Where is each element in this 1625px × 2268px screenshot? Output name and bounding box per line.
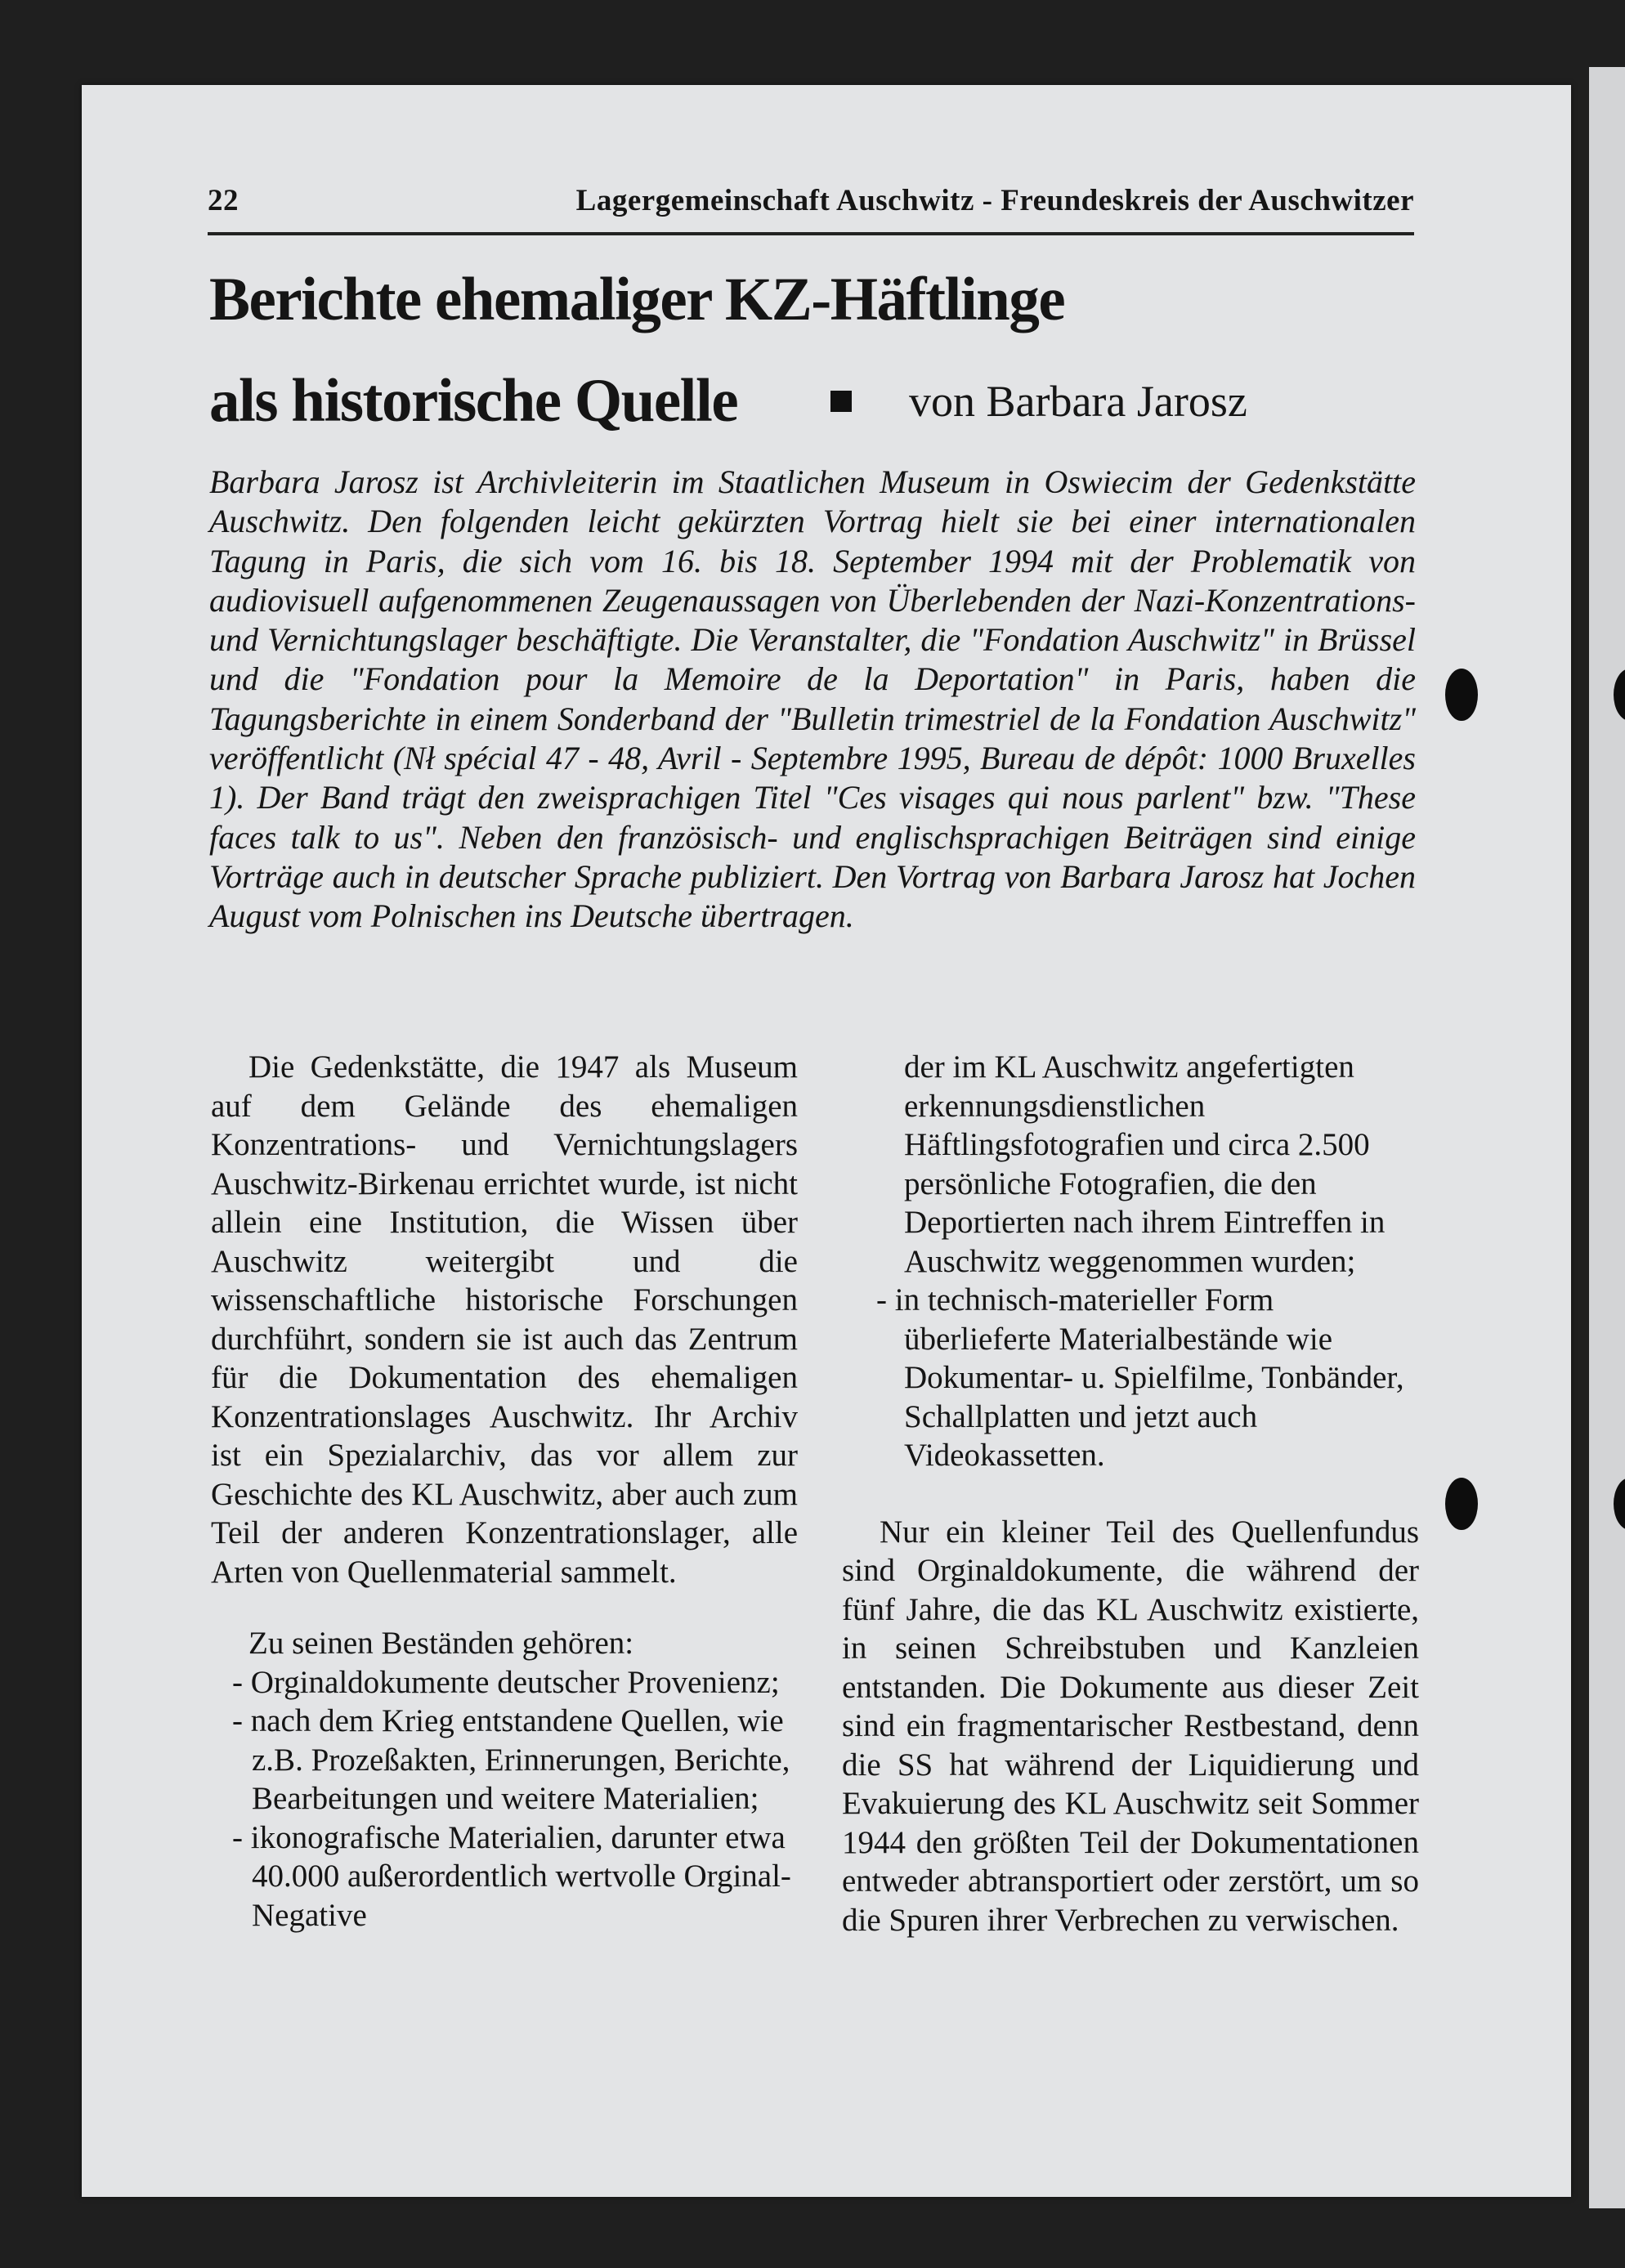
running-header (208, 183, 1414, 219)
header-rule (208, 232, 1414, 235)
headline-line-1: Berichte ehemaliger KZ-Häftlinge (209, 266, 1065, 333)
holdings-item: - ikonografische Materialien, darunter etwa 40.000 außerordentlich wertvolle Orginal-Negative (232, 1819, 791, 1933)
holdings-item-continued: der im KL Auschwitz angefertigten erkennungsdienstlichen Häftlingsfotografien und circa 2.500 persönliche Fotografien, die den Deportierten nach ihrem Eintreffen in Auschwitz weggenommen wurden; (904, 1049, 1386, 1279)
column-left (211, 1048, 798, 1935)
punch-hole (1445, 1478, 1478, 1530)
holdings-item: - Orginaldokumente deutscher Provenienz; (232, 1664, 780, 1700)
author-byline: von Barbara Jarosz (909, 377, 1247, 426)
column-right (842, 1048, 1419, 1939)
headline-line-2: als historische Quelle (209, 367, 738, 435)
publication-title: Lagergemeinschaft Auschwitz - Freundeskreis der Auschwitzer (575, 184, 1414, 217)
page-number: 22 (208, 184, 239, 217)
intro-paragraph: Barbara Jarosz ist Archivleiterin im Staatlichen Museum in Oswiecim der Gedenkstätte Auschwitz. Den folgenden leicht gekürzten Vortrag hielt sie bei einer internationalen Tagung in Paris, die sich vom 16. bis 18. September 1994 mit der Problematik von audiovisuell aufgenommenen Zeugenaussagen von Überlebenden der Nazi-Konzentrations- und Vernichtungslager beschäftigte. Die Veranstalter, die "Fondation Auschwitz" in Brüssel und die "Fondation pour la Memoire de la Deportation" in Paris, haben die Tagungsberichte in einem Sonderband der "Bulletin trimestriel de la Fondation Auschwitz" veröffentlicht (Nł spécial 47 - 48, Avril - Septembre 1995, Bureau de dépôt: 1000 Bruxelles 1). Der Band trägt den zweisprachigen Titel "Ces visages qui nous parlent" bzw. "These faces talk to us". Neben den französisch- und englischsprachigen Beiträgen sind einige Vorträge auch in deutscher Sprache publiziert. Den Vortrag von Barbara Jarosz hat Jochen August vom Polnischen ins Deutsche übertragen. (209, 463, 1416, 935)
punch-hole (1445, 669, 1478, 721)
holdings-intro: Zu seinen Beständen gehören: (248, 1626, 634, 1661)
holdings-item: - in technisch-materieller Form überlieferte Materialbestände wie Dokumentar- u. Spielfilme, Tonbänder, Schallplatten und jetzt auch Videokassetten. (876, 1282, 1404, 1473)
square-bullet-icon (830, 391, 852, 412)
body-paragraph: Nur ein kleiner Teil des Quellenfundus sind Orginaldokumente, die während der fünf Jahre, die das KL Auschwitz existierte, in seinen Schreibstuben und Kanzleien entstanden. Die Dokumente aus dieser Zeit sind ein fragmentarischer Restbestand, denn die SS hat während der Liquidierung und Evakuierung des KL Auschwitz seit Sommer 1944 den größten Teil der Dokumentationen entweder abtransportiert oder zerstört, um so die Spuren ihrer Verbrechen zu verwischen. (842, 1514, 1419, 1938)
adjacent-page-edge (1589, 67, 1625, 2208)
body-paragraph: Die Gedenkstätte, die 1947 als Museum auf dem Gelände des ehemaligen Konzentrations- und Vernichtungslagers Auschwitz-Birkenau errichtet wurde, ist nicht allein eine Institution, die Wissen über Auschwitz weitergibt und die wissenschaftliche historische Forschungen durchführt, sondern sie ist auch das Zentrum für die Dokumentation des ehemaligen Konzentrationslages Auschwitz. Ihr Archiv ist ein Spezialarchiv, das vor allem zur Geschichte des KL Auschwitz, aber auch zum Teil der anderen Konzentrationslager, alle Arten von Quellenmaterial sammelt. (211, 1049, 798, 1590)
holdings-item: - nach dem Krieg entstandene Quellen, wie z.B. Prozeßakten, Erinnerungen, Berichte, Bearbeitungen und weitere Materialien; (232, 1703, 790, 1816)
